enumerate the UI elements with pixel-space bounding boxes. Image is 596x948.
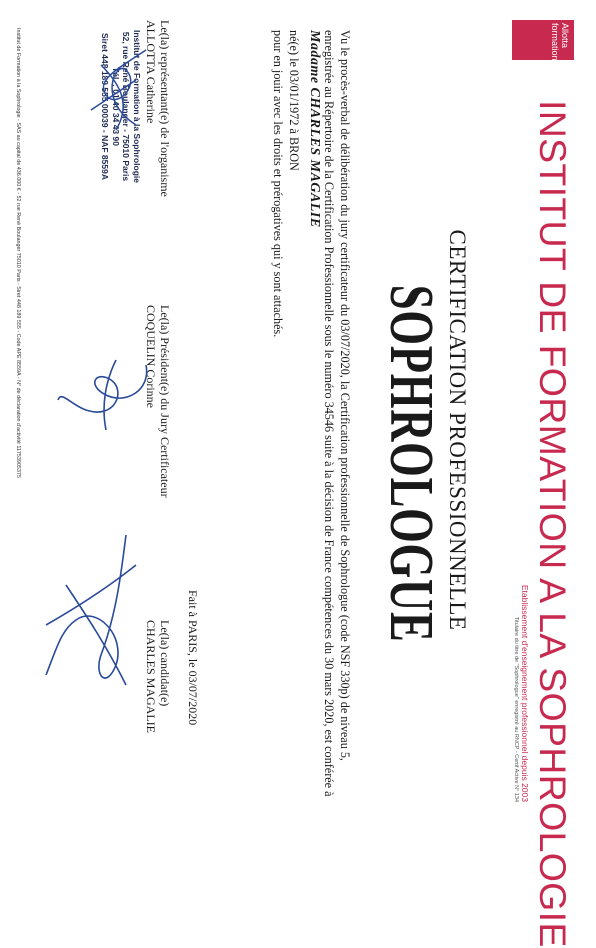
certification-name: SOPHROLOGUE [377,284,445,643]
body-line-rights: pour en jouir avec les droits et prérogatives qui y sont attachés. [271,30,285,338]
stamp-line-4: Siret 448 189 555 00039 - NAF 8559A [100,33,111,180]
institute-tagline: Etablissement d'enseignement professionnel depuis 2003 [520,584,530,802]
jury-signature [56,350,156,440]
institute-title: INSTITUT DE FORMATION A LA SOPHROLOGIE [532,100,574,948]
logo-line1: Allotta [560,23,570,49]
footer-legal: Institut de Formation à la Sophrologie - SAS au capital de 436.000 € - 52 rue René Boulanger 75010 Paris - Siret 448 189 555 - Code APE 8559A - N° de déclaration d'activité 11753905375 [15,28,21,478]
stamp-line-3: Tél. : 01 40 34 43 90 [111,67,121,146]
body-line-1: Vu le procès-verbal de délibération du jury certificateur du 03/07/2020, la Certification professionnelle de Sophrologue (code NSF 330p) de niveau 5, [338,30,352,761]
logo-line2: formations [550,23,560,66]
institute-subtagline: Titulaire du titre de "Sophrologue" enregistré au RNCP - Certif Active N° 134 [513,616,519,802]
body-line-2: enregistrée au Répertoire de la Certification Professionnelle sous le numéro 34546 suite à la décision de France compétences du 30 mars 2020, est conférée à [322,30,336,797]
place-date: Fait à PARIS, le 03/07/2020 [186,590,200,726]
stamp-line-1: Institut de Formation à la Sophrologie [132,30,142,184]
allotta-logo [512,20,574,66]
organisation-signature [86,40,156,140]
organisation-role: Le(la) représentant(e) de l'organisme [158,20,172,197]
jury-name: COQUELIN Corinne [144,305,158,408]
candidate-role: Le(la) candidat(e) [158,620,172,707]
holder-name: Madame CHARLES MAGALIE [307,30,322,228]
body-line-birth: né(e) le 03/01/1972 à BRON [287,30,301,171]
jury-role: Le(la) Président(e) du Jury Certificateur [158,305,172,498]
candidate-name: CHARLES MAGALIE [144,620,158,733]
certification-heading: CERTIFICATION PROFESSIONNELLE [445,229,470,631]
stamp-line-2: 52, rue René Boulanger - 75010 Paris [121,31,132,182]
candidate-signature [36,525,156,695]
organisation-name: ALLOTTA Catherine [144,20,158,124]
